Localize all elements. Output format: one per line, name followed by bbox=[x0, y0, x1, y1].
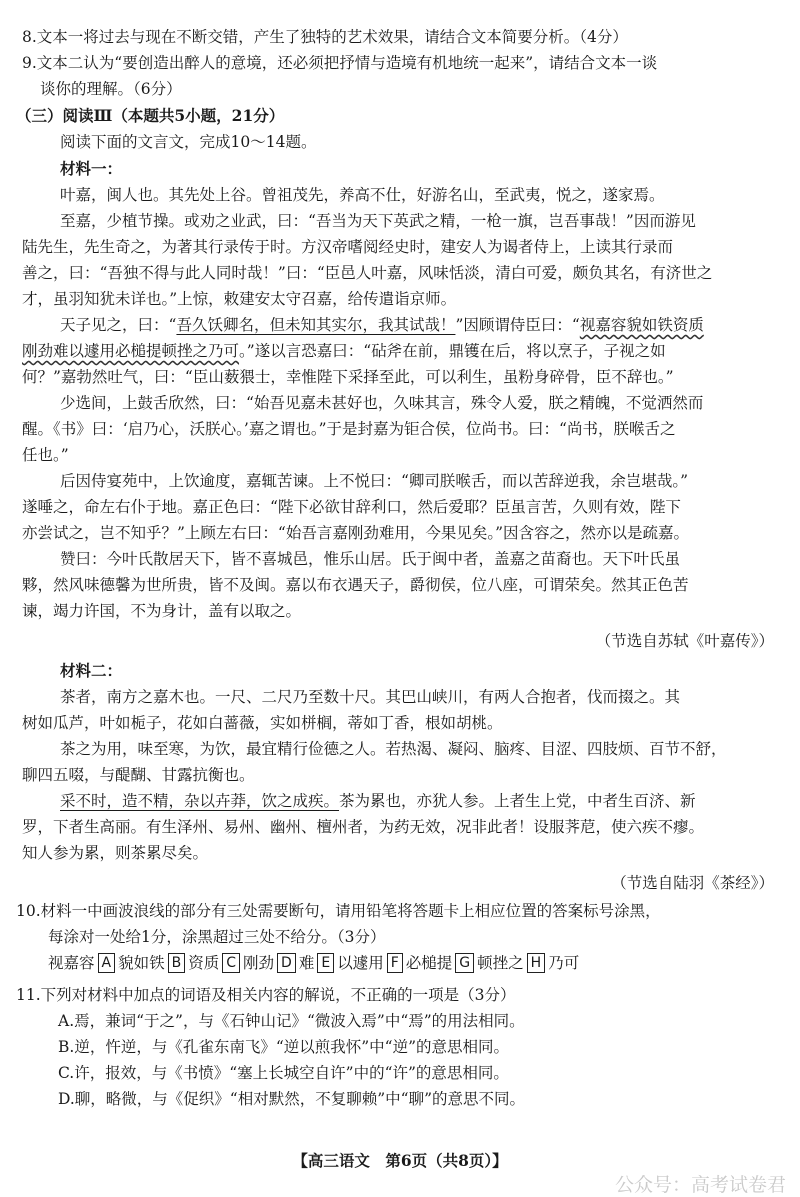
material-1-line bbox=[22, 340, 666, 362]
material-1-line: 才，虽羽知犹未详也。”上惊，敕建安太守召嘉，给传遣诣京师。 bbox=[22, 290, 457, 308]
segment-text: 必槌提 bbox=[405, 954, 453, 972]
material-2-line: 罗，下者生高丽。有生泽州、易州、幽州、檀州者，为药无效，况非此者！设服荠苨，使六疾不瘳。 bbox=[22, 818, 705, 836]
wavy-underlined-text: 视嘉容貌如铁资质 bbox=[579, 316, 704, 334]
option-box-a[interactable]: A bbox=[98, 953, 116, 973]
material-2-line: 知人参为累，则茶累尽矣。 bbox=[22, 844, 209, 862]
question-8: 8.文本一将过去与现在不断交错，产生了独特的艺术效果，请结合文本简要分析。（4分） bbox=[22, 28, 628, 46]
underlined-sentence: 采不时，造不精，杂以卉莽，饮之成疾。 bbox=[60, 792, 340, 810]
question-11-option-c: C.许，报效，与《书愤》“塞上长城空自许”中的“许”的意思相同。 bbox=[58, 1064, 509, 1082]
text-span: 天子见之，曰：“ bbox=[60, 316, 177, 334]
material-1-line: 谏，竭力许国，不为身计，盖有以取之。 bbox=[22, 602, 302, 620]
question-10: 10.材料一中画波浪线的部分有三处需要断句，请用铅笔将答题卡上相应位置的答案标号涂黑， bbox=[16, 902, 661, 920]
material-2-source: （节选自陆羽《茶经》） bbox=[611, 874, 774, 892]
question-11-option-b: B.逆，忤逆，与《孔雀东南飞》“逆以煎我怀”中“逆”的意思相同。 bbox=[58, 1038, 510, 1056]
material-1-paragraph bbox=[60, 314, 704, 336]
question-9: 9.文本二认为“要创造出醉人的意境，还必须把抒情与造境有机地统一起来”，请结合文本一谈 bbox=[22, 54, 658, 72]
question-11-option-d: D.聊，略微，与《促织》“相对默然，不复聊赖”中“聊”的意思不同。 bbox=[58, 1090, 526, 1108]
wavy-underlined-text: 刚劲难以遽用必槌提顿挫之乃可 bbox=[22, 342, 240, 360]
text-span: 。”遂以言恐嘉曰：“砧斧在前，鼎镬在后，将以烹子，子视之如 bbox=[239, 342, 666, 360]
segment-text: 乃可 bbox=[548, 954, 580, 972]
material-2-paragraph: 茶者，南方之嘉木也。一尺、二尺乃至数十尺。其巴山峡川，有两人合抱者，伐而掇之。其 bbox=[60, 688, 681, 706]
material-1-paragraph: 后因侍宴苑中，上饮逾度，嘉辄苦谏。上不悦曰：“卿司朕喉舌，而以苦辞逆我，余岂堪哉。” bbox=[60, 472, 689, 490]
material-1-line: 醒。《书》曰：‘启乃心，沃朕心。’嘉之谓也。”于是封嘉为钜合侯，位尚书。曰：“尚书，朕喉舌之 bbox=[22, 420, 676, 438]
material-1-line: 陆先生，先生奇之，为著其行录传于时。方汉帝嗜阅经史时，建安人为谒者侍上，上读其行录而 bbox=[22, 238, 674, 256]
segment-text: 刚劲 bbox=[243, 954, 275, 972]
segment-text: 以遽用 bbox=[337, 954, 384, 972]
material-2-line: 树如瓜芦，叶如栀子，花如白蔷薇，实如栟榈，蒂如丁香，根如胡桃。 bbox=[22, 714, 503, 732]
section-instruction: 阅读下面的文言文，完成10～14题。 bbox=[60, 133, 317, 151]
material-1-paragraph: 赞曰：今叶氏散居天下，皆不喜城邑，惟乐山居。氏于闽中者，盖嘉之苗裔也。天下叶氏虽 bbox=[60, 550, 681, 568]
material-1-paragraph: 至嘉，少植节操。或劝之业武，曰：“吾当为天下英武之精，一枪一旗，岂吾事哉！”因而游见 bbox=[60, 212, 696, 230]
segment-text: 视嘉容 bbox=[48, 954, 95, 972]
underlined-sentence: 吾久饫卿名，但未知其实尔，我其试哉！ bbox=[176, 316, 456, 334]
option-box-h[interactable]: H bbox=[527, 953, 546, 973]
text-span: ”因顾谓侍臣曰：“ bbox=[455, 316, 580, 334]
question-11: 11.下列对材料中加点的词语及相关内容的解说，不正确的一项是（3分） bbox=[16, 986, 516, 1004]
watermark: 公众号：高考试卷君 bbox=[614, 1174, 786, 1196]
material-1-line: 善之，曰：“吾独不得与此人同时哉！”曰：“臣邑人叶嘉，风味恬淡，清白可爱，颇负其名，有济世之 bbox=[22, 264, 713, 282]
material-2-paragraph bbox=[60, 790, 696, 812]
material-2-label: 材料二： bbox=[60, 661, 123, 680]
segment-text: 难 bbox=[298, 954, 315, 972]
material-1-line: 亦尝试之，岂不知乎？”上顾左右曰：“始吾言嘉刚劲难用，今果见矣。”因含容之，然亦以是疏嘉。 bbox=[22, 524, 690, 542]
section-heading: （三）阅读Ⅲ（本题共5小题，21分） bbox=[16, 106, 285, 125]
option-box-f[interactable]: F bbox=[387, 953, 403, 973]
material-1-paragraph: 少选间，上鼓舌欣然，曰：“始吾见嘉未甚好也，久味其言，殊令人爱，朕之精魄，不觉洒然而 bbox=[60, 394, 704, 412]
material-1-source: （节选自苏轼《叶嘉传》） bbox=[595, 632, 774, 650]
option-box-d[interactable]: D bbox=[277, 953, 296, 973]
option-box-c[interactable]: C bbox=[222, 953, 240, 973]
material-1-paragraph: 叶嘉，闽人也。其先处上谷。曾祖茂先，养高不仕，好游名山，至武夷，悦之，遂家焉。 bbox=[60, 186, 665, 204]
question-9-continued: 谈你的理解。（6分） bbox=[40, 80, 182, 98]
material-2-line: 聊四五啜，与醍醐、甘露抗衡也。 bbox=[22, 766, 255, 784]
segment-text: 顿挫之 bbox=[477, 954, 524, 972]
material-1-line: 遂唾之，命左右仆于地。嘉正色曰：“陛下必欲甘辞利口，然后爱耶？臣虽言苦，久则有效，陛下 bbox=[22, 498, 681, 516]
material-1-label: 材料一： bbox=[60, 159, 123, 178]
segment-text: 貌如铁 bbox=[118, 954, 165, 972]
material-1-line: 何？”嘉勃然吐气，曰：“臣山薮猥士，幸惟陛下采择至此，可以利生，虽粉身碎骨，臣不辞也。” bbox=[22, 368, 674, 386]
option-box-b[interactable]: B bbox=[168, 953, 186, 973]
material-1-line: 任也。” bbox=[22, 446, 69, 464]
text-span: 茶为累也，亦犹人参。上者生上党，中者生百济、新 bbox=[339, 792, 696, 810]
question-10-segments bbox=[48, 952, 579, 974]
page-footer: 【高三语文 第6页（共8页）】 bbox=[292, 1151, 508, 1170]
material-2-paragraph: 茶之为用，味至寒，为饮，最宜精行俭德之人。若热渴、凝闷、脑疼、目涩、四肢烦、百节不舒， bbox=[60, 740, 727, 758]
option-box-e[interactable]: E bbox=[317, 953, 334, 973]
segment-text: 资质 bbox=[188, 954, 220, 972]
question-11-option-a: A.焉，兼词“于之”，与《石钟山记》“微波入焉”中“焉”的用法相同。 bbox=[58, 1012, 525, 1030]
option-box-g[interactable]: G bbox=[455, 953, 474, 973]
material-1-line: 夥，然风味德馨为世所贵，皆不及闽。嘉以布衣遇天子，爵彻侯，位八座，可谓荣矣。然其正色苦 bbox=[22, 576, 689, 594]
question-10-continued: 每涂对一处给1分，涂黑超过三处不给分。（3分） bbox=[48, 928, 386, 946]
